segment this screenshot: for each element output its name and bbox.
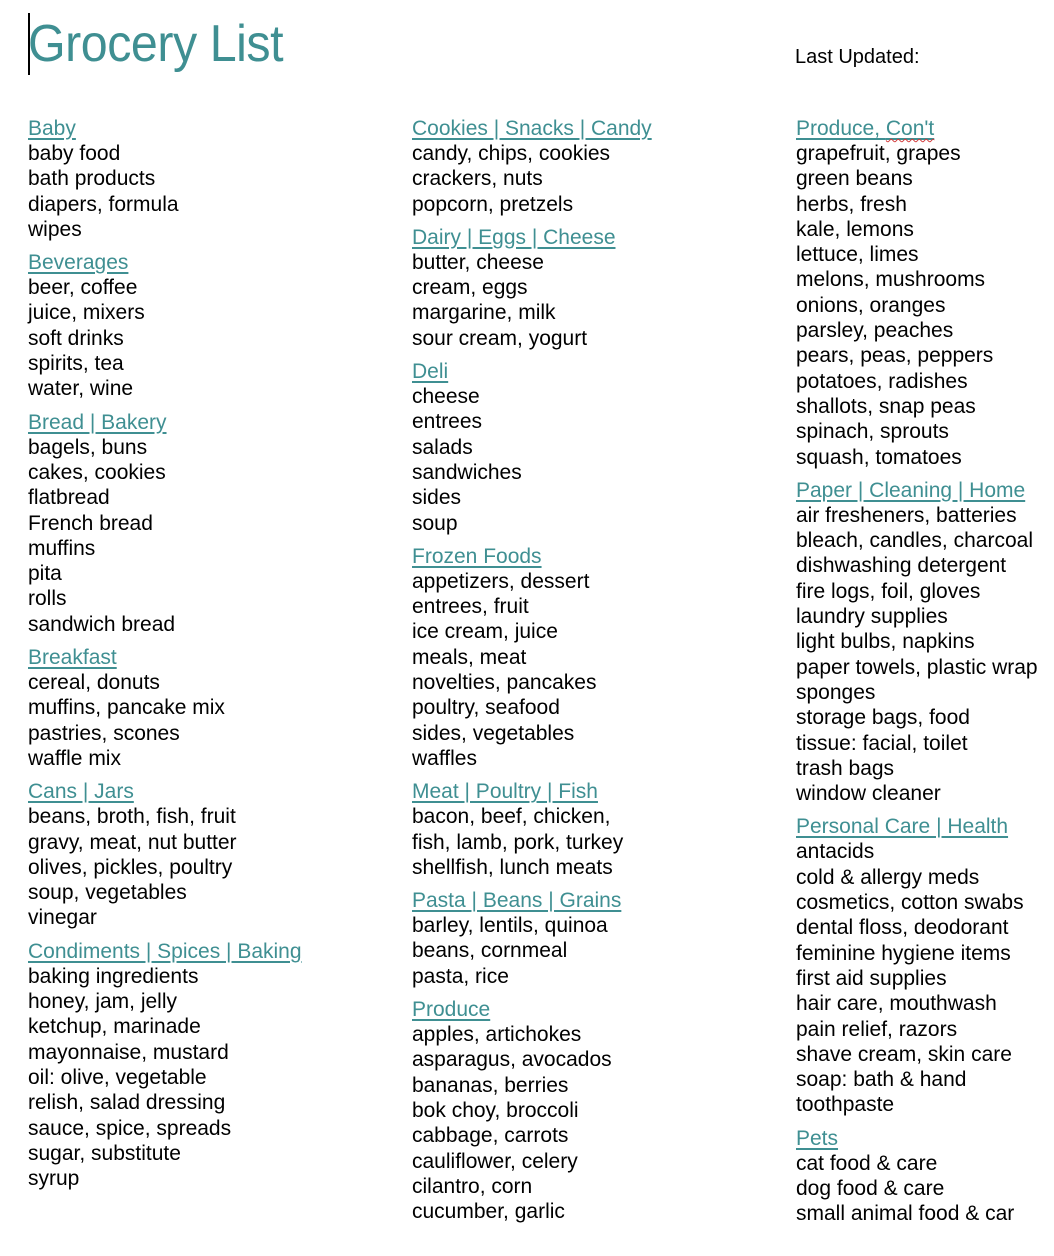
section xyxy=(412,116,652,217)
list-item: toothpaste xyxy=(796,1093,895,1117)
list-item: barley, lentils, quinoa xyxy=(412,914,608,938)
list-item: sides, vegetables xyxy=(412,721,575,745)
list-item: cosmetics, cotton swabs xyxy=(796,891,1024,915)
list-item: light bulbs, napkins xyxy=(796,630,975,654)
list-item: soup xyxy=(412,511,458,535)
list-item: bacon, beef, chicken, xyxy=(412,805,611,829)
item-list xyxy=(412,141,652,217)
section xyxy=(412,544,652,771)
list-item: tissue: facial, toilet xyxy=(796,731,968,755)
item-list xyxy=(412,384,652,536)
list-item: water, wine xyxy=(28,377,134,401)
list-item: novelties, pancakes xyxy=(412,671,597,695)
column-1 xyxy=(28,116,302,1199)
item-list xyxy=(412,250,652,351)
list-item: meals, meat xyxy=(412,645,527,669)
item-list xyxy=(28,964,302,1192)
list-item: flatbread xyxy=(28,486,110,510)
list-item: gravy, meat, nut butter xyxy=(28,830,237,854)
list-item: melons, mushrooms xyxy=(796,268,986,292)
list-item: trash bags xyxy=(796,756,895,780)
section xyxy=(28,250,302,401)
list-item: cucumber, garlic xyxy=(412,1200,565,1224)
list-item: candy, chips, cookies xyxy=(412,142,611,165)
list-item: shellfish, lunch meats xyxy=(412,855,613,879)
list-item: entrees, fruit xyxy=(412,595,529,619)
section-heading-link[interactable]: Paper | Cleaning | Home xyxy=(796,478,1026,502)
section-heading-link[interactable]: Meat | Poultry | Fish xyxy=(412,780,598,804)
section xyxy=(412,359,652,536)
section-heading-link[interactable]: Frozen Foods xyxy=(412,544,542,568)
section xyxy=(28,779,302,930)
list-item: waffles xyxy=(412,746,477,770)
section-heading-link[interactable]: Dairy | Eggs | Cheese xyxy=(412,225,616,249)
list-item: dental floss, deodorant xyxy=(796,916,1009,940)
list-item: sponges xyxy=(796,680,876,704)
list-item: popcorn, pretzels xyxy=(412,192,574,216)
list-item: muffins, pancake mix xyxy=(28,696,225,720)
list-item: entrees xyxy=(412,410,483,434)
item-list xyxy=(796,503,1038,807)
column-2 xyxy=(412,116,652,1232)
item-list xyxy=(796,141,1038,470)
list-item: cream, eggs xyxy=(412,276,528,300)
list-item: small animal food & car xyxy=(796,1202,1015,1226)
list-item: onions, oranges xyxy=(796,293,946,317)
list-item: mayonnaise, mustard xyxy=(28,1040,229,1064)
item-list xyxy=(796,839,1038,1117)
list-item: lettuce, limes xyxy=(796,243,919,267)
list-item: sour cream, yogurt xyxy=(412,326,588,350)
item-list xyxy=(28,670,302,771)
list-item: dishwashing detergent xyxy=(796,554,1007,578)
list-item: ketchup, marinade xyxy=(28,1015,201,1039)
list-item: sandwich bread xyxy=(28,612,176,636)
list-item: wipes xyxy=(28,217,82,241)
section-heading-link[interactable]: Breakfast xyxy=(28,646,117,670)
list-item: cauliflower, celery xyxy=(412,1149,578,1173)
list-item: rolls xyxy=(28,587,67,611)
list-item: pasta, rice xyxy=(412,964,509,988)
list-item: cat food & care xyxy=(796,1151,938,1175)
last-updated-label: Last Updated: xyxy=(795,46,920,68)
list-item: butter, cheese xyxy=(412,250,544,274)
section xyxy=(796,814,1038,1117)
section xyxy=(412,888,652,989)
list-item: kale, lemons xyxy=(796,217,914,241)
list-item: spirits, tea xyxy=(28,352,124,376)
list-item: antacids xyxy=(796,840,875,864)
list-item: spinach, sprouts xyxy=(796,420,949,444)
item-list xyxy=(412,1022,652,1224)
list-item: appetizers, dessert xyxy=(412,569,590,593)
list-item: shave cream, skin care xyxy=(796,1042,1012,1066)
list-item: grapefruit, grapes xyxy=(796,142,961,165)
list-item: shallots, snap peas xyxy=(796,394,976,418)
section xyxy=(796,1126,1038,1227)
list-item: squash, tomatoes xyxy=(796,445,962,469)
list-item: fire logs, foil, gloves xyxy=(796,579,981,603)
list-item: margarine, milk xyxy=(412,301,556,325)
list-item: cereal, donuts xyxy=(28,671,160,695)
section-heading-link[interactable]: Personal Care | Health xyxy=(796,815,1009,839)
list-item: baking ingredients xyxy=(28,964,199,988)
section-heading-link[interactable]: Pets xyxy=(796,1126,839,1150)
item-list xyxy=(412,804,652,880)
section xyxy=(412,779,652,880)
section xyxy=(796,478,1038,807)
section-heading-link[interactable]: Pasta | Beans | Grains xyxy=(412,889,622,913)
section xyxy=(28,645,302,771)
section xyxy=(28,939,302,1192)
heading-text: Produce, xyxy=(796,117,886,140)
list-item: waffle mix xyxy=(28,746,121,770)
list-item: beer, coffee xyxy=(28,276,138,300)
list-item: cakes, cookies xyxy=(28,460,166,484)
list-item: diapers, formula xyxy=(28,192,179,216)
list-item: sandwiches xyxy=(412,460,522,484)
section-heading-link[interactable]: Cookies | Snacks | Candy xyxy=(412,117,652,140)
list-item: hair care, mouthwash xyxy=(796,992,997,1016)
list-item: syrup xyxy=(28,1167,80,1191)
column-3 xyxy=(796,116,1038,1235)
list-item: paper towels, plastic wrap xyxy=(796,655,1038,679)
section xyxy=(796,116,1038,470)
list-item: cheese xyxy=(412,385,480,409)
list-item: vinegar xyxy=(28,906,97,930)
page-title: Grocery List xyxy=(28,15,284,73)
item-list xyxy=(412,913,652,989)
list-item: sugar, substitute xyxy=(28,1141,181,1165)
list-item: air fresheners, batteries xyxy=(796,503,1017,527)
list-item: parsley, peaches xyxy=(796,319,954,343)
list-item: bananas, berries xyxy=(412,1073,569,1097)
list-item: honey, jam, jelly xyxy=(28,990,178,1014)
list-item: beans, broth, fish, fruit xyxy=(28,805,236,829)
item-list xyxy=(28,275,302,401)
list-item: soap: bath & hand xyxy=(796,1068,967,1092)
list-item: cabbage, carrots xyxy=(412,1124,569,1148)
list-item: dog food & care xyxy=(796,1176,945,1200)
list-item: muffins xyxy=(28,536,96,560)
section-heading-link[interactable]: Baby xyxy=(28,117,76,140)
list-item: oil: olive, vegetable xyxy=(28,1065,207,1089)
section xyxy=(28,116,302,242)
list-item: cilantro, corn xyxy=(412,1174,533,1198)
list-item: juice, mixers xyxy=(28,301,145,325)
list-item: laundry supplies xyxy=(796,605,948,629)
list-item: French bread xyxy=(28,511,153,535)
list-item: poultry, seafood xyxy=(412,696,560,720)
list-item: first aid supplies xyxy=(796,966,947,990)
list-item: relish, salad dressing xyxy=(28,1091,226,1115)
list-item: sides xyxy=(412,486,462,510)
item-list xyxy=(412,569,652,771)
list-item: beans, cornmeal xyxy=(412,939,568,963)
item-list xyxy=(28,435,302,637)
section-heading-link[interactable]: Cans | Jars xyxy=(28,780,134,804)
section xyxy=(412,225,652,351)
list-item: pears, peas, peppers xyxy=(796,344,994,368)
list-item: pita xyxy=(28,562,62,586)
list-item: storage bags, food xyxy=(796,706,970,730)
list-item: ice cream, juice xyxy=(412,620,558,644)
list-item: bagels, buns xyxy=(28,435,148,459)
item-list xyxy=(28,804,302,930)
list-item: apples, artichokes xyxy=(412,1023,582,1047)
list-item: green beans xyxy=(796,167,913,191)
list-item: cold & allergy meds xyxy=(796,865,980,889)
list-item: potatoes, radishes xyxy=(796,369,968,393)
section xyxy=(28,410,302,637)
section-heading-link[interactable]: Beverages xyxy=(28,251,129,275)
list-item: window cleaner xyxy=(796,782,941,806)
list-item: olives, pickles, poultry xyxy=(28,855,233,879)
list-item: bleach, candles, charcoal xyxy=(796,529,1033,553)
list-item: feminine hygiene items xyxy=(796,941,1011,965)
section-heading-link[interactable]: Bread | Bakery xyxy=(28,410,167,434)
list-item: bath products xyxy=(28,167,156,191)
spellcheck-flagged-word: Con't xyxy=(885,117,935,140)
list-item: salads xyxy=(412,435,473,459)
list-item: bok choy, broccoli xyxy=(412,1098,579,1122)
list-item: pain relief, razors xyxy=(796,1017,958,1041)
list-item: pastries, scones xyxy=(28,721,180,745)
list-item: fish, lamb, pork, turkey xyxy=(412,830,624,854)
section-heading-link[interactable] xyxy=(796,116,1038,141)
item-list xyxy=(28,141,302,242)
section-heading-link[interactable]: Deli xyxy=(412,360,449,384)
section xyxy=(412,997,652,1224)
section-heading-link[interactable]: Produce xyxy=(412,998,491,1022)
section-heading-link[interactable]: Condiments | Spices | Baking xyxy=(28,939,302,963)
list-item: herbs, fresh xyxy=(796,192,907,216)
list-item: sauce, spice, spreads xyxy=(28,1116,232,1140)
list-item: soft drinks xyxy=(28,326,124,350)
list-item: soup, vegetables xyxy=(28,881,187,905)
list-item: baby food xyxy=(28,142,121,165)
list-item: asparagus, avocados xyxy=(412,1048,612,1072)
item-list xyxy=(796,1151,1038,1227)
list-item: crackers, nuts xyxy=(412,167,543,191)
